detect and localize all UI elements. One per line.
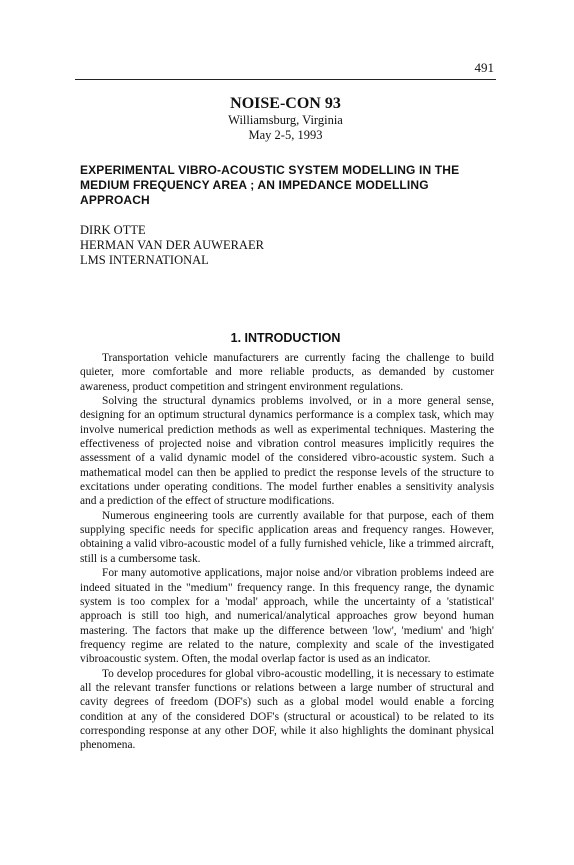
paper-title: EXPERIMENTAL VIBRO-ACOUSTIC SYSTEM MODELLING IN THE MEDIUM FREQUENCY AREA ; AN IMPEDANCE MODELLING APPROACH bbox=[80, 163, 460, 207]
body-paragraph: For many automotive applications, major noise and/or vibration problems indeed are indeed situated in the "medium" frequency range. In this frequency range, the dynamic system is too complex for a 'modal' approach, while the uncertainty of a 'statistical' approach is still too high, and numerical/analytical approaches grow beyond human mastering. The factors that make up the difference between 'low', 'medium' and 'high' frequency regime are related to the nature, complexity and scale of the investigated vibroacoustic system. Often, the modal overlap factor is used as an indicator. bbox=[80, 567, 494, 666]
page-number: 491 bbox=[474, 60, 494, 75]
author-name: DIRK OTTE bbox=[80, 223, 146, 237]
body-paragraph: To develop procedures for global vibro-acoustic modelling, it is necessary to estimate all the relevant transfer functions or relations between a large number of structural and cavity degrees of freedom (DOF's) such as a global model would enable a forcing condition at any of the considered DOF's (structural or acoustical) to be related to its corresponding response at any other DOF, while it also highlights the dominant physical phenomena. bbox=[80, 667, 494, 752]
conference-dates: May 2-5, 1993 bbox=[248, 128, 323, 142]
author-affiliation: LMS INTERNATIONAL bbox=[80, 253, 209, 267]
author-name: HERMAN VAN DER AUWERAER bbox=[80, 238, 264, 252]
author-block bbox=[80, 223, 492, 268]
conference-location: Williamsburg, Virginia bbox=[228, 113, 343, 127]
body-paragraph: Numerous engineering tools are currently available for that purpose, each of them supplying specific needs for specific application areas and frequency ranges. However, obtaining a valid vibro-acoustic model of a fully furnished vehicle, like a trimmed aircraft, still is a cumbersome task. bbox=[80, 509, 494, 565]
conference-name: NOISE-CON 93 bbox=[230, 95, 341, 112]
section-heading: 1. INTRODUCTION bbox=[230, 331, 341, 345]
header-rule bbox=[75, 79, 496, 80]
body-paragraph: Transportation vehicle manufacturers are currently facing the challenge to build quieter, more comfortable and more reliable products, as demanded by customer awareness, product competition and stringent environment regulations. bbox=[80, 352, 494, 393]
body-paragraph: Solving the structural dynamics problems involved, or in a more general sense, designing for an optimum structural dynamics performance is a complex task, which may involve numerical prediction methods as well as experimental techniques. Mastering the effectiveness of projected noise and vibration control measures implicitly requires the assessment of a valid dynamic model of the considered vibro-acoustic system. Such a mathematical model can then be applied to predict the response levels of the structure to excitations under operating conditions. The model further enables a sensitivity analysis and a prediction of the effect of structure modifications. bbox=[80, 395, 494, 508]
conference-block bbox=[75, 95, 496, 143]
section-body bbox=[80, 351, 494, 753]
